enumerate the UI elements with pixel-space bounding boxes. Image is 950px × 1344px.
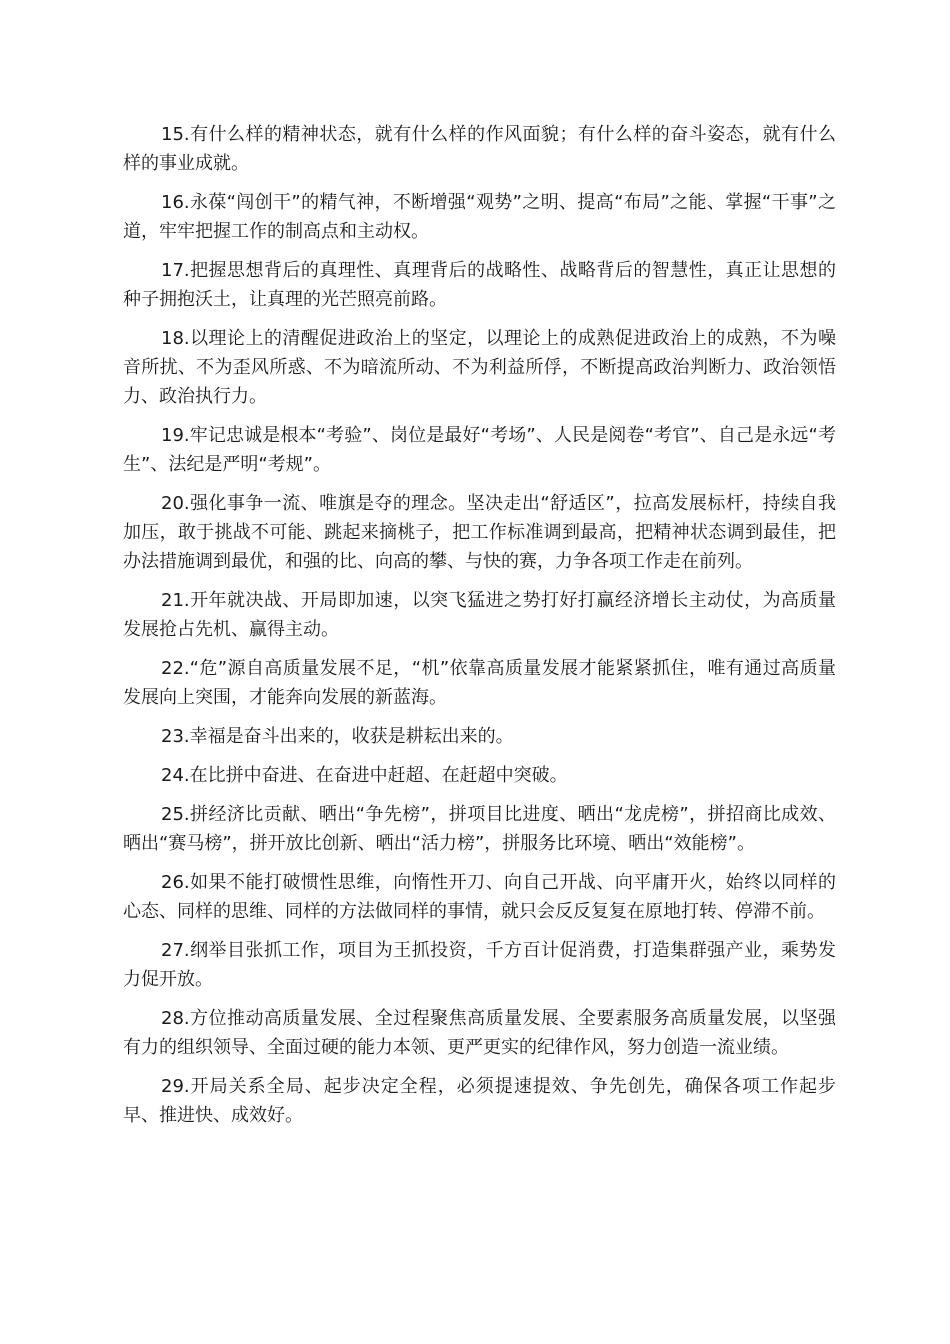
paragraph-26: 26.如果不能打破惯性思维，向惰性开刀、向自己开战、向平庸开火，始终以同样的心态、同样的思维、同样的方法做同样的事情，就只会反反复复在原地打转、停滞不前。 xyxy=(123,872,836,922)
paragraph-19: 19.牢记忠诚是根本“考验”、岗位是最好“考场”、人民是阅卷“考官”、自己是永远“考生”、法纪是严明“考规”。 xyxy=(123,425,836,475)
paragraph-15: 15.有什么样的精神状态，就有什么样的作风面貌；有什么样的奋斗姿态，就有什么样的事业成就。 xyxy=(123,124,836,174)
paragraph-21: 21.开年就决战、开局即加速，以突飞猛进之势打好打赢经济增长主动仗，为高质量发展抢占先机、赢得主动。 xyxy=(123,590,836,640)
paragraph-24: 24.在比拼中奋进、在奋进中赶超、在赶超中突破。 xyxy=(161,765,568,786)
paragraph-23: 23.幸福是奋斗出来的，收获是耕耘出来的。 xyxy=(161,726,514,747)
paragraph-25: 25.拼经济比贡献、晒出“争先榜”，拼项目比进度、晒出“龙虎榜”，拼招商比成效、晒出“赛马榜”，拼开放比创新、晒出“活力榜”，拼服务比环境、晒出“效能榜”。 xyxy=(123,804,836,854)
paragraph-17: 17.把握思想背后的真理性、真理背后的战略性、战略背后的智慧性，真正让思想的种子拥抱沃土，让真理的光芒照亮前路。 xyxy=(123,260,836,310)
paragraph-22: 22.“危”源自高质量发展不足，“机”依靠高质量发展才能紧紧抓住，唯有通过高质量发展向上突围，才能奔向发展的新蓝海。 xyxy=(123,658,836,708)
paragraph-28: 28.方位推动高质量发展、全过程聚焦高质量发展、全要素服务高质量发展，以坚强有力的组织领导、全面过硬的能力本领、更严更实的纪律作风，努力创造一流业绩。 xyxy=(123,1008,836,1058)
paragraph-16: 16.永葆“闯创干”的精气神，不断增强“观势”之明、提高“布局”之能、掌握“干事”之道，牢牢把握工作的制高点和主动权。 xyxy=(123,192,836,242)
document-body xyxy=(123,120,836,1140)
paragraph-18: 18.以理论上的清醒促进政治上的坚定，以理论上的成熟促进政治上的成熟，不为噪音所扰、不为歪风所惑、不为暗流所动、不为利益所俘，不断提高政治判断力、政治领悟力、政治执行力。 xyxy=(123,328,836,407)
paragraph-29: 29.开局关系全局、起步决定全程，必须提速提效、争先创先，确保各项工作起步早、推进快、成效好。 xyxy=(123,1076,836,1126)
paragraph-20: 20.强化事争一流、唯旗是夺的理念。坚决走出“舒适区”，拉高发展标杆，持续自我加压，敢于挑战不可能、跳起来摘桃子，把工作标准调到最高，把精神状态调到最佳，把办法措施调到最优，和强的比、向高的攀、与快的赛，力争各项工作走在前列。 xyxy=(123,493,836,572)
paragraph-27: 27.纲举目张抓工作，项目为王抓投资，千方百计促消费，打造集群强产业，乘势发力促开放。 xyxy=(123,940,836,990)
